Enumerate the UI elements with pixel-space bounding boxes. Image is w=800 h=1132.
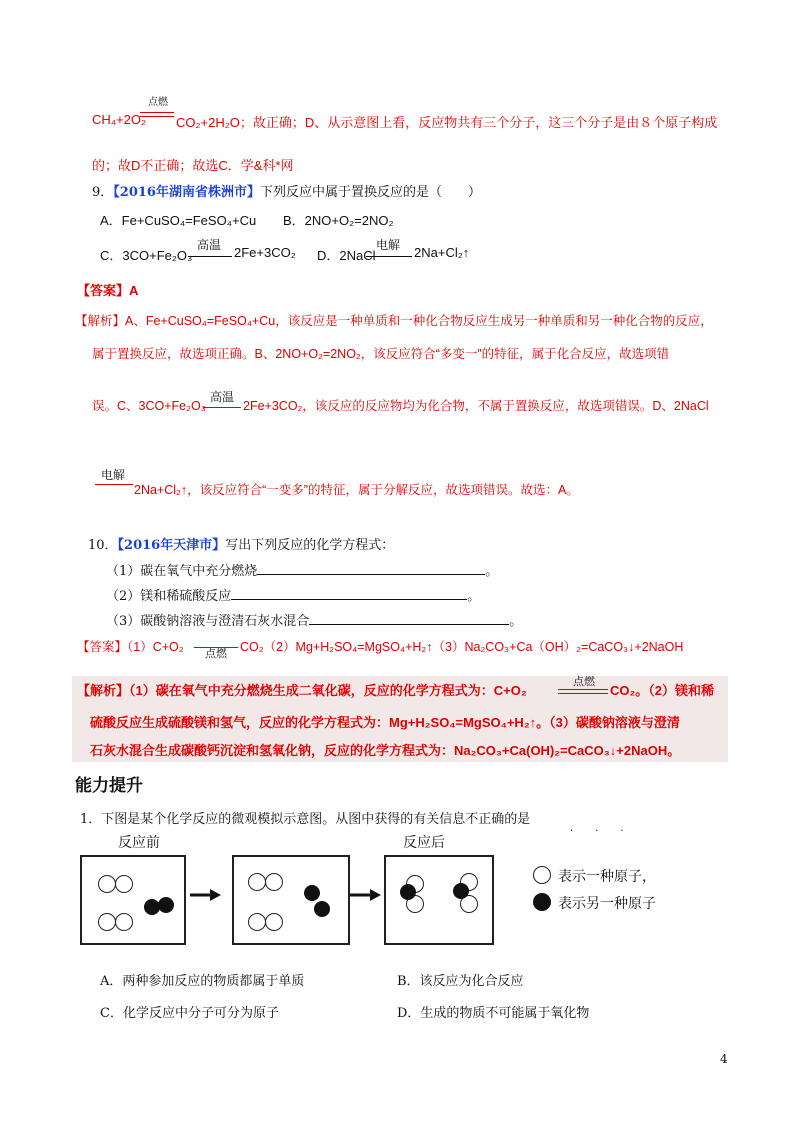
q9-number: 9． <box>92 185 114 200</box>
q10-item-2 <box>106 585 480 604</box>
white-atom <box>115 875 133 893</box>
q9-stem-line <box>92 181 481 200</box>
q10-explanation-1-post: CO₂。（2）镁和稀 <box>610 683 715 698</box>
q10-stem-line <box>88 534 394 553</box>
q1-option-b: B．该反应为化合反应 <box>397 974 524 989</box>
section-title: 能力提升 <box>75 776 143 795</box>
q10-answer-condition: 点燃 <box>205 647 227 660</box>
q10-item-3-text: （3）碳酸钠溶液与澄清石灰水混合 <box>106 614 310 629</box>
q10-stem: 写出下列反应的化学方程式： <box>225 538 395 553</box>
q9-explanation-3-pre: 误。C、3CO+Fe₂O₃ <box>92 399 206 413</box>
q9-explanation-2: 属于置换反应，故选项正确。B、2NO+O₂=2NO₂，该反应符合“多变一”的特征，属于化合反应，故选项错 <box>92 347 670 361</box>
top-eq-double-line <box>140 112 174 117</box>
q10-answer-post: CO₂（2）Mg+H₂SO₄=MgSO₄+H₂↑（3）Na₂CO₃+Ca（OH）₂=CaCO₃↓+2NaOH <box>240 640 684 654</box>
q9-option-c-pre: C．3CO+Fe₂O₃ <box>100 248 193 263</box>
q10-explanation-1-line <box>558 689 608 694</box>
black-atom <box>304 885 320 901</box>
legend-black-atom <box>533 893 551 911</box>
q10-item-2-period: 。 <box>467 589 481 604</box>
q10-explanation-1-condition: 点燃 <box>573 675 595 688</box>
white-atom <box>98 913 116 931</box>
box-before-2 <box>232 855 350 945</box>
q9-answer: 【答案】A <box>77 283 139 298</box>
q1-option-d: D．生成的物质不可能属于氧化物 <box>397 1006 590 1021</box>
q9-option-b: B．2NO+O₂=2NO₂ <box>283 213 394 228</box>
q10-explanation-3: 石灰水混合生成碳酸钙沉淀和氢氧化钠，反应的化学方程式为：Na₂CO₃+Ca(OH)₂=CaCO₃↓+2NaOH。 <box>90 743 681 758</box>
q9-explanation-1: 【解析】A、Fe+CuSO₄=FeSO₄+Cu，该反应是一种单质和一种化合物反应生成另一种单质和另一种化合物的反应， <box>75 314 713 328</box>
q10-explanation-1-pre: 【解析】（1）碳在氧气中充分燃烧生成二氧化碳，反应的化学方程式为：C+O₂ <box>77 683 527 698</box>
white-atom <box>98 875 116 893</box>
q10-number: 10． <box>88 538 118 553</box>
q10-item-3-period: 。 <box>509 614 523 629</box>
white-atom <box>248 873 266 891</box>
q10-answer-line <box>194 647 238 648</box>
q10-source-tag: 【2016年天津市】 <box>117 538 226 553</box>
q9-explanation-3-condition: 高温 <box>209 390 234 404</box>
white-atom <box>265 873 283 891</box>
legend-black-text: 表示另一种原子 <box>558 896 656 912</box>
label-after: 反应后 <box>403 835 445 851</box>
q9-option-d-post: 2Na+Cl₂↑ <box>414 245 470 260</box>
top-eq-pre: CH₄+2O₂ <box>92 112 147 127</box>
q9-explanation-4-line <box>95 484 133 485</box>
q10-item-2-text: （2）镁和稀硫酸反应 <box>106 589 232 604</box>
box-after <box>384 855 494 945</box>
q10-item-3 <box>106 610 522 629</box>
q9-explanation-4-condition: 电解 <box>100 468 125 482</box>
black-atom <box>453 883 469 899</box>
white-atom <box>265 913 283 931</box>
q10-item-1 <box>106 560 498 579</box>
q9-explanation-3-post: 2Fe+3CO₂，该反应的反应物均为化合物，不属于置换反应，故选项错误。D、2NaCl <box>243 399 709 413</box>
top-eq-condition: 点燃 <box>148 97 168 108</box>
q1-stem: 1．下图是某个化学反应的微观模拟示意图。从图中获得的有关信息不正确的是 <box>80 812 531 827</box>
q10-answer-pre: 【答案】（1）C+O₂ <box>77 640 184 654</box>
box-before-1 <box>80 855 186 945</box>
label-before: 反应前 <box>118 835 160 851</box>
q9-option-d-condition: 电解 <box>375 238 400 252</box>
white-atom <box>115 913 133 931</box>
top-line1 <box>92 112 146 127</box>
q10-item-1-period: 。 <box>485 564 499 579</box>
q9-option-c-post: 2Fe+3CO₂ <box>234 245 296 260</box>
arrow-1 <box>190 888 222 902</box>
q10-blank-3[interactable] <box>309 612 509 625</box>
q1-option-c: C．化学反应中分子可分为原子 <box>100 1006 279 1021</box>
top-line2: 的；故D不正确；故选C．学&科*网 <box>92 158 294 173</box>
q9-option-a: A．Fe+CuSO₄=FeSO₄+Cu <box>100 213 257 228</box>
black-atom <box>400 884 416 900</box>
q10-blank-2[interactable] <box>231 587 467 600</box>
legend-white-text: 表示一种原子， <box>558 869 656 885</box>
q1-option-a: A．两种参加反应的物质都属于单质 <box>100 974 305 989</box>
top-line1-rest: CO₂+2H₂O；故正确；D、从示意图上看，反应物共有三个分子，这三个分子是由８个原子构成 <box>176 115 718 130</box>
q10-blank-1[interactable] <box>257 562 485 575</box>
page-number: 4 <box>720 1052 728 1066</box>
arrow-2 <box>350 888 382 902</box>
legend-white-atom <box>533 866 551 884</box>
white-atom <box>248 913 266 931</box>
q9-explanation-3-line <box>203 407 241 408</box>
q10-item-1-text: （1）碳在氧气中充分燃烧 <box>106 564 258 579</box>
black-atom <box>314 901 330 917</box>
q9-option-d-pre: D．2NaCl <box>317 248 376 263</box>
q9-option-c-condition: 高温 <box>196 238 221 252</box>
q9-explanation-4-post: 2Na+Cl₂↑，该反应符合“一变多”的特征，属于分解反应，故选项错误。故选：A。 <box>134 483 579 497</box>
q9-option-d-line <box>366 256 412 257</box>
q9-stem: 下列反应中属于置换反应的是（ ） <box>259 185 481 200</box>
q10-explanation-2: 硫酸反应生成硫酸镁和氢气，反应的化学方程式为：Mg+H₂SO₄=MgSO₄+H₂↑。（3）碳酸钠溶液与澄清 <box>90 715 680 730</box>
q9-option-c-line <box>188 256 232 257</box>
stray-dots: · · · <box>570 826 634 837</box>
q9-source-tag: 【2016年湖南省株洲市】 <box>113 185 260 200</box>
black-atom <box>158 897 174 913</box>
